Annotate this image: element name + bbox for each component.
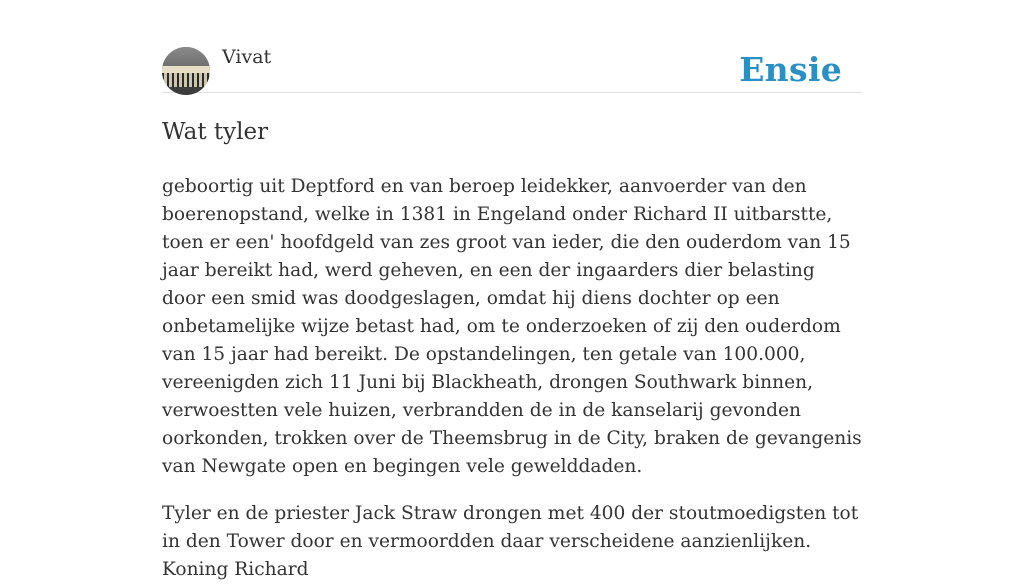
avatar-base [162, 87, 210, 95]
header [162, 0, 862, 93]
avatar-columns [162, 73, 210, 87]
article-paragraph: Tyler en de priester Jack Straw drongen met 400 der stoutmoedigsten tot in den Tower door en vermoordden daar verscheidene aanzienlijken. Koning Richard [162, 503, 859, 580]
avatar-sky [162, 47, 210, 68]
article-page [162, 0, 862, 584]
author-name[interactable]: Vivat [222, 46, 272, 68]
brand-logo[interactable]: Ensie [739, 50, 842, 89]
article-title: Wat tyler [162, 119, 269, 145]
article-paragraph: geboortig uit Deptford en van beroep leidekker, aanvoerder van den boerenopstand, welke in 1381 in Engeland onder Richard II uitbarstte, toen er een' hoofdgeld van zes groot van ieder, die den ouderdom van 15 jaar bereikt had, werd geheven, en een der ingaarders dier belasting door een smid was doodgeslagen, omdat hij diens dochter op een onbetamelijke wijze betast had, om te onderzoeken of zij den ouderdom van 15 jaar had bereikt. De opstandelingen, ten getale van 100.000, vereenigden zich 11 Juni bij Blackheath, drongen Southwark binnen, verwoestten vele huizen, verbrandden de in de kanselarij gevonden oorkonden, trokken over de Theemsbrug in de City, braken de gevangenis van Newgate open en begingen vele gewelddaden. [162, 176, 862, 477]
author-avatar[interactable] [162, 47, 210, 95]
